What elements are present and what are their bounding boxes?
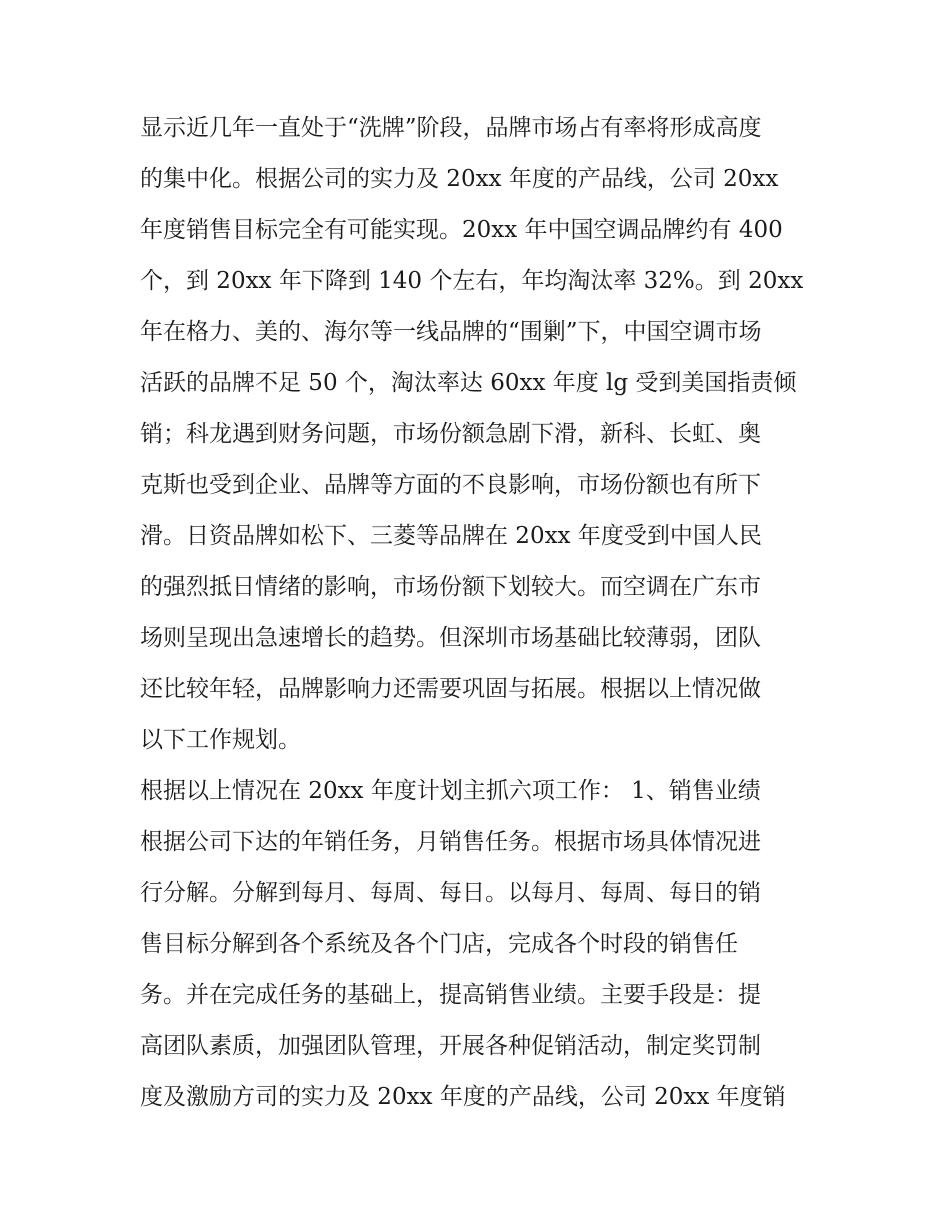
text-line: 以下工作规划。 [140,727,301,753]
text-line: 销；科龙遇到财务问题，市场份额急剧下滑，新科、长虹、奥 [140,421,761,447]
text-line: 还比较年轻，品牌影响力还需要巩固与拓展。根据以上情况做 [140,676,761,702]
text-line: 根据公司下达的年销任务，月销售任务。根据市场具体情况进 [140,829,761,855]
text-line: 高团队素质，加强团队管理，开展各种促销活动，制定奖罚制 [140,1033,761,1059]
text-line: 滑。日资品牌如松下、三菱等品牌在 20xx 年度受到中国人民 [140,523,762,549]
text-line: 个，到 20xx 年下降到 140 个左右，年均淘汰率 32%。到 20xx [140,268,804,294]
text-line: 场则呈现出急速增长的趋势。但深圳市场基础比较薄弱，团队 [140,625,761,651]
text-line: 年在格力、美的、海尔等一线品牌的“围剿”下，中国空调市场 [140,319,762,345]
text-line: 年度销售目标完全有可能实现。20xx 年中国空调品牌约有 400 [140,217,783,243]
text-line: 的集中化。根据公司的实力及 20xx 年度的产品线，公司 20xx [140,166,779,192]
text-line: 的强烈抵日情绪的影响，市场份额下划较大。而空调在广东市 [140,574,761,600]
text-line: 克斯也受到企业、品牌等方面的不良影响，市场份额也有所下 [140,472,761,498]
body-text [140,103,820,1123]
text-line: 显示近几年一直处于“洗牌”阶段，品牌市场占有率将形成高度 [140,115,762,141]
text-line: 度及激励方司的实力及 20xx 年度的产品线，公司 20xx 年度销 [140,1084,786,1110]
text-line: 售目标分解到各个系统及各个门店，完成各个时段的销售任 [140,931,738,957]
text-line: 务。并在完成任务的基础上，提高销售业绩。主要手段是：提 [140,982,761,1008]
text-line: 行分解。分解到每月、每周、每日。以每月、每周、每日的销 [140,880,761,906]
text-line: 活跃的品牌不足 50 个，淘汰率达 60xx 年度 lg 受到美国指责倾 [140,370,797,396]
text-line: 根据以上情况在 20xx 年度计划主抓六项工作： 1、销售业绩 [140,778,761,804]
